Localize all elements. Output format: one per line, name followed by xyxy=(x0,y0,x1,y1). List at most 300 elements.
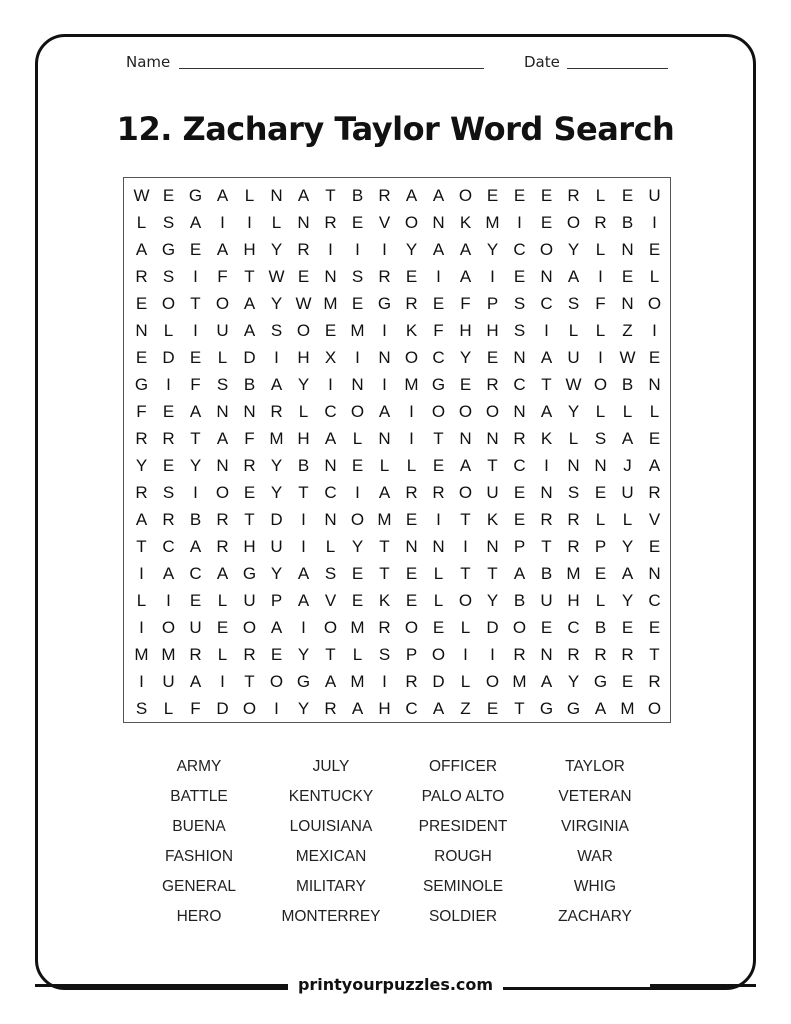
grid-letter: L xyxy=(595,591,606,610)
grid-letter: G xyxy=(188,186,203,205)
grid-letter: O xyxy=(404,348,419,367)
grid-letter: D xyxy=(216,699,229,718)
grid-letter: I xyxy=(463,645,468,664)
grid-letter: I xyxy=(301,618,306,637)
grid-letter: E xyxy=(324,321,337,340)
grid-letter: A xyxy=(270,618,283,637)
grid-letter: I xyxy=(274,699,279,718)
grid-letter: R xyxy=(567,645,580,664)
grid-letter: A xyxy=(216,564,229,583)
grid-letter: O xyxy=(485,402,500,421)
grid-letter: S xyxy=(513,294,526,313)
grid-letter: C xyxy=(567,618,580,637)
grid-letter: E xyxy=(405,267,418,286)
grid-letter: O xyxy=(350,510,365,529)
grid-letter: L xyxy=(217,645,228,664)
word-list-item: WHIG xyxy=(573,878,617,895)
grid-letter: R xyxy=(621,645,634,664)
grid-letter: A xyxy=(189,402,202,421)
grid-letter: M xyxy=(485,213,500,232)
grid-letter: M xyxy=(269,429,284,448)
grid-letter: N xyxy=(216,402,229,421)
grid-letter: A xyxy=(540,672,553,691)
grid-letter: O xyxy=(512,618,527,637)
grid-letter: P xyxy=(270,591,283,610)
word-list-item: MONTERREY xyxy=(281,908,381,925)
grid-letter: O xyxy=(647,699,662,718)
grid-letter: N xyxy=(621,294,634,313)
grid-letter: B xyxy=(297,456,310,475)
grid-letter: T xyxy=(541,537,552,556)
grid-letter: A xyxy=(621,429,634,448)
grid-letter: U xyxy=(216,321,229,340)
grid-letter: L xyxy=(136,591,147,610)
grid-letter: E xyxy=(189,591,202,610)
grid-letter: E xyxy=(405,564,418,583)
grid-letter: S xyxy=(594,429,607,448)
grid-letter: N xyxy=(432,537,445,556)
grid-letter: U xyxy=(621,483,634,502)
grid-letter: O xyxy=(593,375,608,394)
grid-letter: M xyxy=(566,564,581,583)
word-list-item: MEXICAN xyxy=(295,848,367,865)
grid-letter: O xyxy=(161,618,176,637)
word-list-item: ZACHARY xyxy=(558,908,632,925)
grid-letter: O xyxy=(458,591,473,610)
grid-letter: E xyxy=(351,213,364,232)
grid-letter: R xyxy=(189,645,202,664)
grid-letter: T xyxy=(379,537,390,556)
grid-letter: C xyxy=(540,294,553,313)
grid-letter: C xyxy=(513,375,526,394)
grid-letter: M xyxy=(512,672,527,691)
grid-letter: M xyxy=(620,699,635,718)
grid-letter: N xyxy=(432,213,445,232)
grid-letter: E xyxy=(540,186,553,205)
grid-letter: L xyxy=(163,321,174,340)
grid-letter: E xyxy=(513,510,526,529)
grid-letter: O xyxy=(215,294,230,313)
grid-letter: E xyxy=(594,483,607,502)
grid-letter: O xyxy=(539,240,554,259)
grid-letter: E xyxy=(513,186,526,205)
grid-letter: Y xyxy=(270,564,283,583)
grid-letter: I xyxy=(382,321,387,340)
grid-letter: A xyxy=(432,186,445,205)
date-label: Date xyxy=(524,53,560,71)
grid-letter: F xyxy=(433,321,444,340)
word-list-item: JULY xyxy=(312,758,350,775)
grid-letter: I xyxy=(139,564,144,583)
grid-letter: D xyxy=(432,672,445,691)
grid-letter: I xyxy=(652,321,657,340)
grid-letter: N xyxy=(324,456,337,475)
grid-letter: R xyxy=(648,672,661,691)
grid-letter: E xyxy=(243,483,256,502)
grid-letter: E xyxy=(648,240,661,259)
grid-letter: T xyxy=(433,429,444,448)
grid-letter: Y xyxy=(297,375,310,394)
word-list-item: FASHION xyxy=(164,848,234,865)
grid-letter: R xyxy=(594,645,607,664)
grid-letter: J xyxy=(623,456,632,475)
grid-letter: I xyxy=(382,240,387,259)
grid-letter: S xyxy=(567,294,580,313)
grid-letter: E xyxy=(621,672,634,691)
grid-letter: R xyxy=(486,375,499,394)
grid-letter: E xyxy=(162,456,175,475)
grid-letter: O xyxy=(161,294,176,313)
grid-letter: E xyxy=(621,186,634,205)
grid-letter: E xyxy=(621,618,634,637)
grid-letter: N xyxy=(459,429,472,448)
grid-letter: C xyxy=(513,456,526,475)
word-list-item: BATTLE xyxy=(170,788,228,805)
grid-letter: I xyxy=(355,240,360,259)
grid-letter: R xyxy=(135,267,148,286)
grid-letter: E xyxy=(351,294,364,313)
grid-letter: H xyxy=(459,321,472,340)
grid-letter: L xyxy=(352,429,363,448)
grid-letter: E xyxy=(405,510,418,529)
grid-letter: N xyxy=(540,483,553,502)
grid-letter: R xyxy=(297,240,310,259)
grid-letter: E xyxy=(351,564,364,583)
grid-letter: L xyxy=(244,186,255,205)
grid-letter: A xyxy=(378,402,391,421)
grid-letter: C xyxy=(324,483,337,502)
grid-letter: S xyxy=(378,645,391,664)
letter-grid xyxy=(123,177,671,723)
grid-letter: I xyxy=(355,348,360,367)
grid-letter: U xyxy=(648,186,661,205)
grid-letter: F xyxy=(190,699,201,718)
grid-letter: G xyxy=(161,240,176,259)
grid-letter: L xyxy=(433,564,444,583)
grid-letter: V xyxy=(378,213,391,232)
grid-letter: I xyxy=(409,429,414,448)
grid-letter: L xyxy=(595,510,606,529)
grid-letter: A xyxy=(432,699,445,718)
grid-letter: L xyxy=(163,699,174,718)
word-list-item: VETERAN xyxy=(558,788,632,805)
grid-letter: Y xyxy=(270,483,283,502)
grid-letter: S xyxy=(162,267,175,286)
grid-letter: A xyxy=(324,429,337,448)
word-list-item: SOLDIER xyxy=(428,908,498,925)
grid-letter: R xyxy=(405,294,418,313)
grid-letter: P xyxy=(594,537,607,556)
grid-letter: P xyxy=(513,537,526,556)
grid-letter: T xyxy=(190,429,201,448)
grid-letter: U xyxy=(540,591,553,610)
grid-letter: I xyxy=(193,267,198,286)
grid-letter: U xyxy=(270,537,283,556)
grid-letter: E xyxy=(648,429,661,448)
grid-letter: A xyxy=(297,591,310,610)
grid-letter: Y xyxy=(486,240,499,259)
grid-letter: A xyxy=(135,240,148,259)
grid-letter: L xyxy=(298,402,309,421)
grid-letter: S xyxy=(162,483,175,502)
word-list-item: HERO xyxy=(176,908,222,925)
grid-letter: I xyxy=(463,537,468,556)
grid-letter: C xyxy=(513,240,526,259)
grid-letter: R xyxy=(216,537,229,556)
grid-letter: T xyxy=(136,537,147,556)
grid-letter: I xyxy=(544,321,549,340)
grid-letter: D xyxy=(270,510,283,529)
grid-letter: N xyxy=(486,429,499,448)
grid-letter: O xyxy=(242,699,257,718)
grid-letter: N xyxy=(486,537,499,556)
grid-letter: L xyxy=(595,240,606,259)
grid-letter: H xyxy=(243,537,256,556)
grid-letter: O xyxy=(647,294,662,313)
grid-letter: G xyxy=(431,375,446,394)
grid-letter: A xyxy=(189,213,202,232)
grid-letter: A xyxy=(459,267,472,286)
grid-letter: G xyxy=(593,672,608,691)
grid-letter: N xyxy=(270,186,283,205)
grid-letter: E xyxy=(135,294,148,313)
grid-letter: O xyxy=(269,672,284,691)
grid-letter: R xyxy=(135,483,148,502)
grid-letter: I xyxy=(301,537,306,556)
grid-letter: S xyxy=(513,321,526,340)
grid-letter: Z xyxy=(622,321,633,340)
grid-letter: L xyxy=(595,402,606,421)
grid-letter: I xyxy=(139,672,144,691)
grid-letter: R xyxy=(270,402,283,421)
page-title: 12. Zachary Taylor Word Search xyxy=(116,110,675,148)
grid-letter: H xyxy=(243,240,256,259)
grid-letter: S xyxy=(216,375,229,394)
grid-letter: S xyxy=(567,483,580,502)
grid-letter: L xyxy=(433,591,444,610)
grid-letter: L xyxy=(568,321,579,340)
grid-letter: U xyxy=(243,591,256,610)
grid-letter: I xyxy=(544,456,549,475)
grid-letter: L xyxy=(622,402,633,421)
grid-letter: I xyxy=(247,213,252,232)
grid-letter: E xyxy=(459,375,472,394)
grid-letter: T xyxy=(514,699,525,718)
word-list-item: TAYLOR xyxy=(565,758,625,775)
grid-letter: O xyxy=(431,645,446,664)
grid-letter: V xyxy=(648,510,661,529)
word-list-item: ROUGH xyxy=(434,848,492,865)
grid-letter: I xyxy=(301,510,306,529)
grid-letter: G xyxy=(377,294,392,313)
grid-letter: I xyxy=(598,267,603,286)
grid-letter: I xyxy=(490,267,495,286)
grid-letter: A xyxy=(540,348,553,367)
grid-letter: M xyxy=(377,510,392,529)
grid-letter: A xyxy=(270,375,283,394)
grid-letter: A xyxy=(189,537,202,556)
grid-letter: M xyxy=(350,618,365,637)
grid-letter: I xyxy=(436,510,441,529)
word-list-item: MILITARY xyxy=(295,878,367,895)
grid-letter: L xyxy=(136,213,147,232)
grid-letter: I xyxy=(382,375,387,394)
grid-letter: E xyxy=(540,213,553,232)
grid-letter: E xyxy=(135,348,148,367)
grid-letter: I xyxy=(409,402,414,421)
grid-letter: O xyxy=(458,186,473,205)
grid-letter: G xyxy=(566,699,581,718)
grid-letter: L xyxy=(622,510,633,529)
grid-letter: X xyxy=(324,348,337,367)
grid-letter: D xyxy=(162,348,175,367)
word-list-item: KENTUCKY xyxy=(288,788,374,805)
grid-letter: O xyxy=(296,321,311,340)
grid-letter: T xyxy=(487,456,498,475)
grid-letter: T xyxy=(298,483,309,502)
name-line xyxy=(179,68,484,69)
grid-letter: O xyxy=(566,213,581,232)
grid-letter: R xyxy=(378,618,391,637)
grid-letter: B xyxy=(243,375,256,394)
grid-letter: F xyxy=(136,402,147,421)
word-list-item: ARMY xyxy=(176,758,222,775)
grid-letter: B xyxy=(621,213,634,232)
grid-letter: Y xyxy=(486,591,499,610)
grid-letter: E xyxy=(432,456,445,475)
grid-letter: M xyxy=(350,672,365,691)
grid-letter: R xyxy=(432,483,445,502)
grid-letter: Y xyxy=(405,240,418,259)
word-list-item: SEMINOLE xyxy=(422,878,504,895)
grid-letter: O xyxy=(431,402,446,421)
grid-letter: L xyxy=(406,456,417,475)
grid-letter: O xyxy=(242,618,257,637)
grid-letter: M xyxy=(404,375,419,394)
grid-letter: O xyxy=(458,483,473,502)
grid-letter: N xyxy=(621,240,634,259)
grid-letter: A xyxy=(432,240,445,259)
grid-letter: R xyxy=(540,510,553,529)
grid-letter: N xyxy=(324,510,337,529)
grid-letter: C xyxy=(324,402,337,421)
grid-letter: C xyxy=(648,591,661,610)
grid-letter: H xyxy=(297,429,310,448)
grid-letter: E xyxy=(351,456,364,475)
grid-letter: E xyxy=(432,618,445,637)
grid-letter: T xyxy=(190,294,201,313)
grid-letter: E xyxy=(594,564,607,583)
grid-letter: E xyxy=(486,186,499,205)
grid-letter: N xyxy=(297,213,310,232)
grid-letter: D xyxy=(243,348,256,367)
grid-letter: I xyxy=(355,483,360,502)
grid-letter: L xyxy=(325,537,336,556)
grid-letter: F xyxy=(460,294,471,313)
grid-letter: S xyxy=(351,267,364,286)
grid-letter: M xyxy=(161,645,176,664)
grid-letter: A xyxy=(459,456,472,475)
grid-letter: I xyxy=(220,672,225,691)
grid-letter: N xyxy=(405,537,418,556)
grid-letter: E xyxy=(432,294,445,313)
grid-letter: B xyxy=(540,564,553,583)
word-list-item: PRESIDENT xyxy=(418,818,508,835)
grid-letter: N xyxy=(324,267,337,286)
grid-letter: T xyxy=(244,267,255,286)
grid-letter: R xyxy=(648,483,661,502)
grid-letter: F xyxy=(595,294,606,313)
grid-letter: I xyxy=(193,483,198,502)
grid-letter: R xyxy=(594,213,607,232)
grid-letter: Y xyxy=(351,537,364,556)
grid-letter: N xyxy=(594,456,607,475)
grid-letter: N xyxy=(540,645,553,664)
word-list-item: GENERAL xyxy=(161,878,237,895)
grid-letter: L xyxy=(595,321,606,340)
grid-letter: R xyxy=(567,186,580,205)
grid-letter: N xyxy=(216,456,229,475)
grid-letter: O xyxy=(404,213,419,232)
grid-letter: A xyxy=(135,510,148,529)
grid-letter: Y xyxy=(567,672,580,691)
grid-letter: I xyxy=(328,375,333,394)
grid-letter: O xyxy=(323,618,338,637)
grid-letter: R xyxy=(243,645,256,664)
grid-letter: I xyxy=(517,213,522,232)
grid-letter: S xyxy=(324,564,337,583)
grid-letter: E xyxy=(486,699,499,718)
grid-letter: N xyxy=(378,348,391,367)
grid-letter: L xyxy=(460,618,471,637)
grid-letter: U xyxy=(189,618,202,637)
grid-letter: S xyxy=(270,321,283,340)
grid-letter: L xyxy=(352,645,363,664)
grid-letter: R xyxy=(405,672,418,691)
grid-letter: D xyxy=(486,618,499,637)
grid-letter: I xyxy=(598,348,603,367)
grid-letter: I xyxy=(490,645,495,664)
grid-letter: T xyxy=(487,564,498,583)
grid-letter: N xyxy=(351,375,364,394)
grid-letter: Y xyxy=(297,699,310,718)
grid-letter: B xyxy=(594,618,607,637)
grid-letter: A xyxy=(243,321,256,340)
grid-letter: I xyxy=(274,348,279,367)
grid-letter: I xyxy=(139,618,144,637)
grid-letter: K xyxy=(540,429,553,448)
grid-letter: A xyxy=(459,240,472,259)
grid-letter: E xyxy=(648,618,661,637)
grid-letter: Y xyxy=(189,456,202,475)
footer-site xyxy=(0,975,791,994)
grid-letter: Y xyxy=(270,240,283,259)
grid-letter: G xyxy=(296,672,311,691)
grid-letter: F xyxy=(190,375,201,394)
grid-letter: A xyxy=(297,564,310,583)
date-line xyxy=(567,68,668,69)
grid-letter: Z xyxy=(460,699,471,718)
grid-letter: Y xyxy=(270,456,283,475)
grid-letter: L xyxy=(595,186,606,205)
grid-letter: E xyxy=(162,186,175,205)
grid-letter: Y xyxy=(621,537,634,556)
grid-letter: T xyxy=(325,645,336,664)
grid-letter: G xyxy=(539,699,554,718)
grid-letter: P xyxy=(486,294,499,313)
grid-letter: P xyxy=(405,645,418,664)
grid-letter: A xyxy=(324,672,337,691)
